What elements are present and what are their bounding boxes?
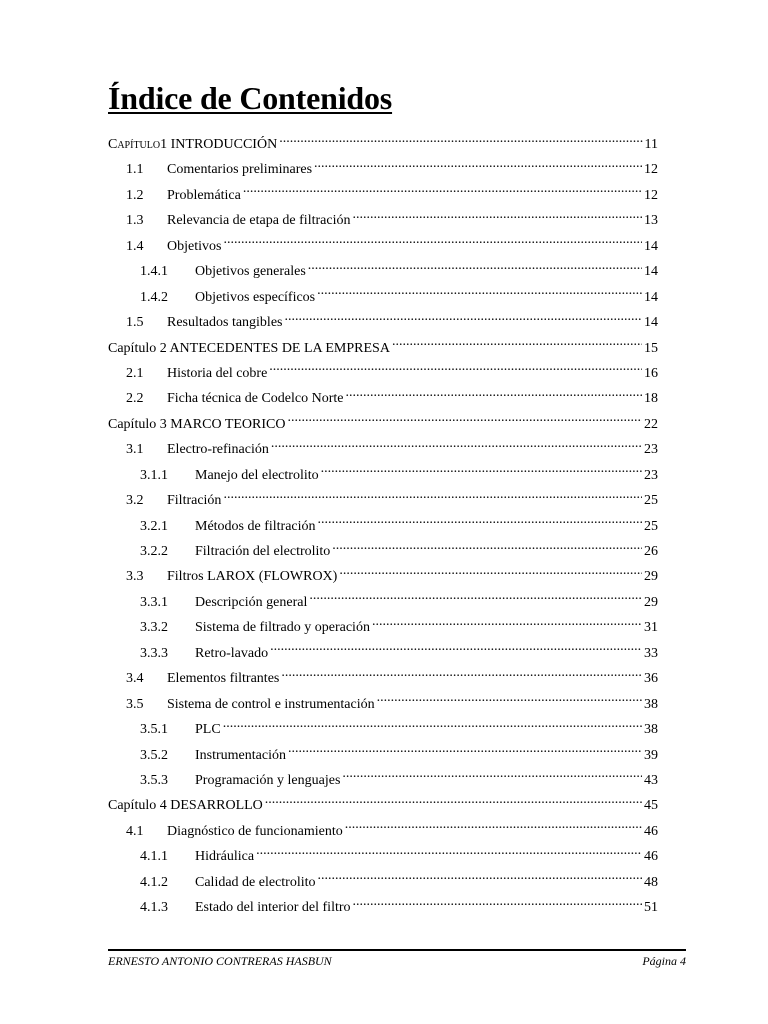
toc-entry[interactable] (108, 336, 658, 361)
toc-entry[interactable] (108, 743, 658, 768)
toc-entry-label: Estado del interior del filtro (195, 900, 351, 916)
toc-entry-page: 29 (644, 569, 658, 585)
toc-entry-number: 3.1 (126, 442, 144, 458)
toc-entry-page: 26 (644, 544, 658, 559)
toc-entry-label: 1 INTRODUCCIÓN (160, 137, 278, 152)
toc-entry-label: Métodos de filtración (195, 518, 316, 534)
page-title: Índice de Contenidos (108, 80, 393, 116)
toc-dot-leader (321, 465, 642, 479)
toc-dot-leader (223, 236, 642, 250)
toc-entry-page: 25 (644, 493, 658, 509)
footer-page-number: Página 4 (642, 954, 686, 968)
toc-dot-leader (392, 338, 642, 352)
toc-dot-leader (279, 134, 642, 148)
toc-entry[interactable] (108, 488, 658, 513)
toc-entry[interactable] (108, 310, 658, 335)
toc-entry-page: 23 (644, 442, 658, 458)
toc-entry-page: 18 (644, 391, 658, 407)
toc-dot-leader (256, 846, 642, 860)
toc-entry-label: Objetivos específicos (195, 289, 316, 305)
toc-entry-page: 51 (644, 900, 658, 916)
toc-entry-label: Manejo del electrolito (195, 467, 319, 483)
toc-dot-leader (317, 287, 642, 301)
toc-entry-page: 12 (644, 187, 658, 203)
toc-entry-page: 22 (644, 416, 658, 432)
toc-entry-label: Retro-lavado (195, 645, 269, 661)
toc-entry-number: 2.2 (126, 391, 144, 407)
toc-dot-leader (318, 516, 642, 530)
toc-entry-page: 15 (644, 340, 658, 356)
toc-entry-number: 3.2.1 (140, 518, 168, 534)
toc-entry-page: 29 (644, 594, 658, 610)
toc-entry[interactable] (108, 514, 658, 539)
toc-entry-page: 25 (644, 518, 658, 534)
toc-dot-leader (372, 617, 642, 631)
toc-dot-leader (265, 795, 642, 809)
toc-entry[interactable] (108, 590, 658, 615)
toc-entry[interactable] (108, 692, 658, 717)
toc-dot-leader (308, 261, 642, 275)
toc-entry[interactable] (108, 768, 658, 793)
toc-entry-label: Elementos filtrantes (167, 671, 280, 687)
toc-entry-number: 3.3.2 (140, 620, 168, 636)
toc-dot-leader (314, 159, 642, 173)
toc-dot-leader (271, 439, 642, 453)
toc-entry[interactable] (108, 412, 658, 437)
toc-dot-leader (352, 210, 642, 224)
toc-dot-leader (345, 388, 642, 402)
toc-entry-label: Electro-refinación (167, 442, 269, 458)
toc-entry-label: Descripción general (195, 594, 308, 610)
toc-entry-page: 33 (644, 645, 658, 661)
toc-entry-label: Sistema de control e instrumentación (167, 696, 375, 712)
toc-entry[interactable] (108, 717, 658, 742)
toc-dot-leader (287, 414, 642, 428)
toc-entry-label: Sistema de filtrado y operación (195, 620, 370, 636)
toc-entry-label: Diagnóstico de funcionamiento (167, 823, 343, 839)
toc-dot-leader (353, 897, 642, 911)
toc-entry-page: 14 (644, 238, 658, 254)
toc-entry-page: 11 (644, 137, 658, 152)
toc-entry-number: 3.5.2 (140, 747, 168, 763)
toc-dot-leader (332, 541, 642, 555)
toc-entry-label: Relevancia de etapa de filtración (167, 213, 351, 229)
toc-entry-label: Ficha técnica de Codelco Norte (167, 391, 344, 407)
toc-entry-number: 3.1.1 (140, 467, 168, 483)
toc-entry-number: 3.3.3 (140, 645, 168, 661)
toc-entry-number: 1.2 (126, 187, 144, 203)
toc-entry[interactable] (108, 259, 658, 284)
toc-entry-label: Comentarios preliminares (167, 162, 313, 178)
toc-entry-page: 14 (644, 264, 658, 280)
toc-entry-label: PLC (195, 722, 221, 738)
toc-dot-leader (339, 566, 642, 580)
toc-entry[interactable] (108, 844, 658, 869)
toc-entry[interactable] (108, 132, 658, 157)
toc-entry-number: 3.5.1 (140, 722, 168, 738)
toc-entry-number: 2.1 (126, 365, 144, 381)
toc-entry-label: Problemática (167, 187, 241, 203)
toc-entry-number: 4.1 (126, 823, 144, 839)
toc-entry-prefix: Capítulo (108, 137, 161, 152)
toc-dot-leader (243, 185, 642, 199)
toc-entry-label: Filtros LAROX (FLOWROX) (167, 569, 338, 585)
toc-entry-label: Programación y lenguajes (195, 772, 341, 788)
toc-entry[interactable] (108, 285, 658, 310)
toc-entry-page: 38 (644, 696, 658, 712)
toc-entry-number: 1.4.2 (140, 289, 168, 305)
toc-entry-label: Hidráulica (195, 849, 255, 865)
toc-entry-page: 46 (644, 823, 658, 839)
toc-entry[interactable] (108, 386, 658, 411)
toc-entry-number: 3.3 (126, 569, 144, 585)
toc-entry-label: Instrumentación (195, 747, 286, 763)
toc-entry[interactable] (108, 615, 658, 640)
toc-entry-page: 38 (644, 722, 658, 738)
toc-entry-page: 46 (644, 849, 658, 865)
toc-entry-label: Objetivos generales (195, 264, 306, 280)
toc-entry-number: 1.5 (126, 315, 144, 331)
toc-entry[interactable] (108, 437, 658, 462)
toc-entry-page: 23 (644, 467, 658, 483)
toc-entry[interactable] (108, 234, 658, 259)
toc-entry-page: 39 (644, 747, 658, 763)
toc-entry-page: 31 (644, 620, 658, 636)
footer-author: ERNESTO ANTONIO CONTRERAS HASBUN (108, 954, 332, 968)
toc-dot-leader (309, 592, 642, 606)
toc-entry-label: Capítulo 2 ANTECEDENTES DE LA EMPRESA (108, 340, 390, 356)
toc-entry-label: Filtración del electrolito (195, 544, 331, 559)
toc-entry-page: 12 (644, 162, 658, 178)
toc-dot-leader (281, 668, 642, 682)
toc-entry-label: Capítulo 3 MARCO TEORICO (108, 416, 286, 432)
toc-entry-number: 3.5 (126, 696, 144, 712)
toc-entry-number: 1.4 (126, 238, 144, 254)
toc-entry-number: 3.3.1 (140, 594, 168, 610)
toc-entry[interactable] (108, 895, 658, 920)
toc-entry-page: 14 (644, 289, 658, 305)
toc-dot-leader (223, 719, 642, 733)
toc-entry[interactable] (108, 870, 658, 895)
toc-entry-number: 1.1 (126, 162, 144, 178)
toc-entry[interactable] (108, 361, 658, 386)
toc-entry-page: 14 (644, 315, 658, 331)
toc-dot-leader (342, 770, 642, 784)
toc-entry-page: 36 (644, 671, 658, 687)
toc-entry-label: Calidad de electrolito (195, 874, 316, 890)
toc-entry-page: 45 (644, 798, 658, 814)
toc-entry[interactable] (108, 819, 658, 844)
toc-entry-page: 16 (644, 365, 658, 381)
toc-entry-label: Resultados tangibles (167, 315, 283, 331)
toc-entry-number: 3.5.3 (140, 772, 168, 788)
toc-entry[interactable] (108, 793, 658, 818)
toc-dot-leader (318, 872, 642, 886)
toc-entry-number: 4.1.1 (140, 849, 168, 865)
toc-entry[interactable] (108, 463, 658, 488)
toc-entry-number: 3.2 (126, 493, 144, 509)
toc-dot-leader (223, 490, 642, 504)
toc-entry-label: Objetivos (167, 238, 222, 254)
toc-entry-number: 1.3 (126, 213, 144, 229)
toc-entry-label: Filtración (167, 493, 222, 509)
toc-entry-page: 48 (644, 874, 658, 890)
toc-dot-leader (285, 312, 643, 326)
toc-dot-leader (269, 363, 642, 377)
table-of-contents (108, 132, 658, 921)
toc-entry[interactable] (108, 183, 658, 208)
toc-entry-page: 43 (644, 772, 658, 788)
toc-dot-leader (345, 821, 642, 835)
toc-dot-leader (288, 745, 642, 759)
toc-dot-leader (270, 643, 642, 657)
footer-divider (108, 949, 686, 951)
toc-dot-leader (377, 694, 642, 708)
toc-entry-number: 4.1.3 (140, 900, 168, 916)
toc-entry[interactable] (108, 539, 658, 564)
toc-entry[interactable] (108, 564, 658, 589)
toc-entry[interactable] (108, 666, 658, 691)
toc-entry[interactable] (108, 641, 658, 666)
toc-entry-number: 1.4.1 (140, 264, 168, 280)
toc-entry-number: 4.1.2 (140, 874, 168, 890)
toc-entry-page: 13 (644, 213, 658, 229)
toc-entry-number: 3.2.2 (140, 544, 168, 559)
toc-entry-number: 3.4 (126, 671, 144, 687)
toc-entry-label: Capítulo 4 DESARROLLO (108, 798, 263, 814)
toc-entry[interactable] (108, 157, 658, 182)
toc-entry-label: Historia del cobre (167, 365, 268, 381)
toc-entry[interactable] (108, 208, 658, 233)
